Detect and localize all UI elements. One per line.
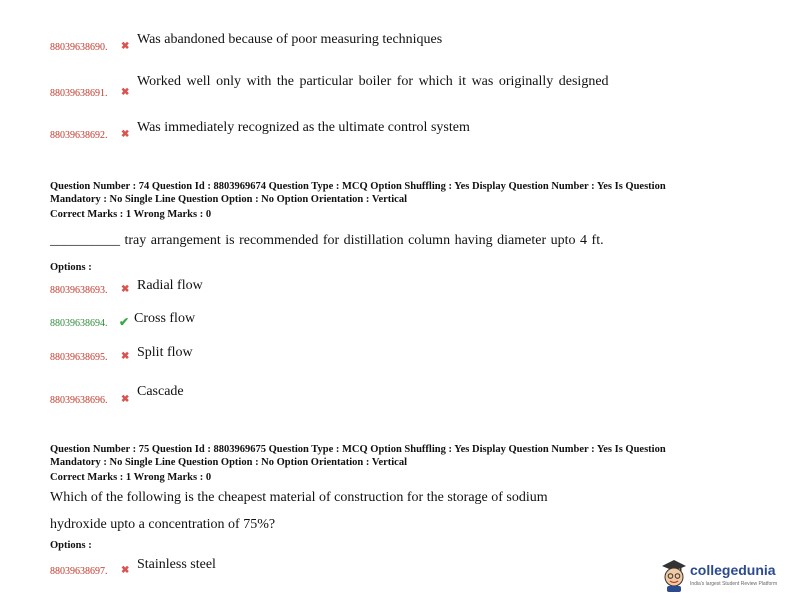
- collegedunia-logo: [660, 557, 785, 597]
- question-meta: Question Number : 75 Question Id : 8803969675 Question Type : MCQ Option Shuffling : Yes Display Question Number : Yes Is Question: [50, 444, 666, 455]
- option-text: Stainless steel: [137, 557, 216, 572]
- question-text: hydroxide upto a concentration of 75%?: [50, 517, 276, 532]
- cross-icon: ✖: [121, 284, 130, 295]
- question-text: Which of the following is the cheapest material of construction for the storage of sodium: [50, 490, 548, 505]
- option-id: 88039638690.: [50, 42, 108, 53]
- option-id: 88039638697.: [50, 566, 108, 577]
- option-id-correct: 88039638694.: [50, 318, 108, 329]
- cross-icon: ✖: [121, 87, 130, 98]
- option-text: Was abandoned because of poor measuring techniques: [137, 32, 443, 47]
- question-meta: Mandatory : No Single Line Question Option : No Option Orientation : Vertical: [50, 194, 408, 205]
- option-text: Split flow: [137, 345, 193, 360]
- option-id: 88039638691.: [50, 88, 108, 99]
- option-id: 88039638696.: [50, 395, 108, 406]
- options-label: Options :: [50, 262, 92, 273]
- option-text: Cross flow: [134, 311, 196, 326]
- option-id: 88039638693.: [50, 285, 108, 296]
- cross-icon: ✖: [121, 394, 130, 405]
- option-id: 88039638695.: [50, 352, 108, 363]
- option-id: 88039638692.: [50, 130, 108, 141]
- cross-icon: ✖: [121, 565, 130, 576]
- question-marks: Correct Marks : 1 Wrong Marks : 0: [50, 209, 212, 220]
- option-text: Worked well only with the particular boiler for which it was originally designed: [137, 74, 609, 89]
- cross-icon: ✖: [121, 351, 130, 362]
- option-text: Cascade: [137, 384, 184, 399]
- cross-icon: ✖: [121, 129, 130, 140]
- cross-icon: ✖: [121, 41, 130, 52]
- options-label: Options :: [50, 540, 92, 551]
- question-text: __________ tray arrangement is recommended for distillation column having diameter upto 4 ft.: [50, 233, 604, 248]
- question-marks: Correct Marks : 1 Wrong Marks : 0: [50, 472, 212, 483]
- option-text: Radial flow: [137, 278, 203, 293]
- check-icon: ✔: [119, 315, 130, 329]
- logo-tagline: India's largest Student Review Platform: [690, 581, 778, 587]
- option-text: Was immediately recognized as the ultimate control system: [137, 120, 470, 135]
- logo-name: collegedunia: [690, 562, 776, 578]
- mascot-icon: [660, 557, 688, 593]
- question-meta: Question Number : 74 Question Id : 8803969674 Question Type : MCQ Option Shuffling : Yes Display Question Number : Yes Is Question: [50, 181, 666, 192]
- question-meta: Mandatory : No Single Line Question Option : No Option Orientation : Vertical: [50, 457, 408, 468]
